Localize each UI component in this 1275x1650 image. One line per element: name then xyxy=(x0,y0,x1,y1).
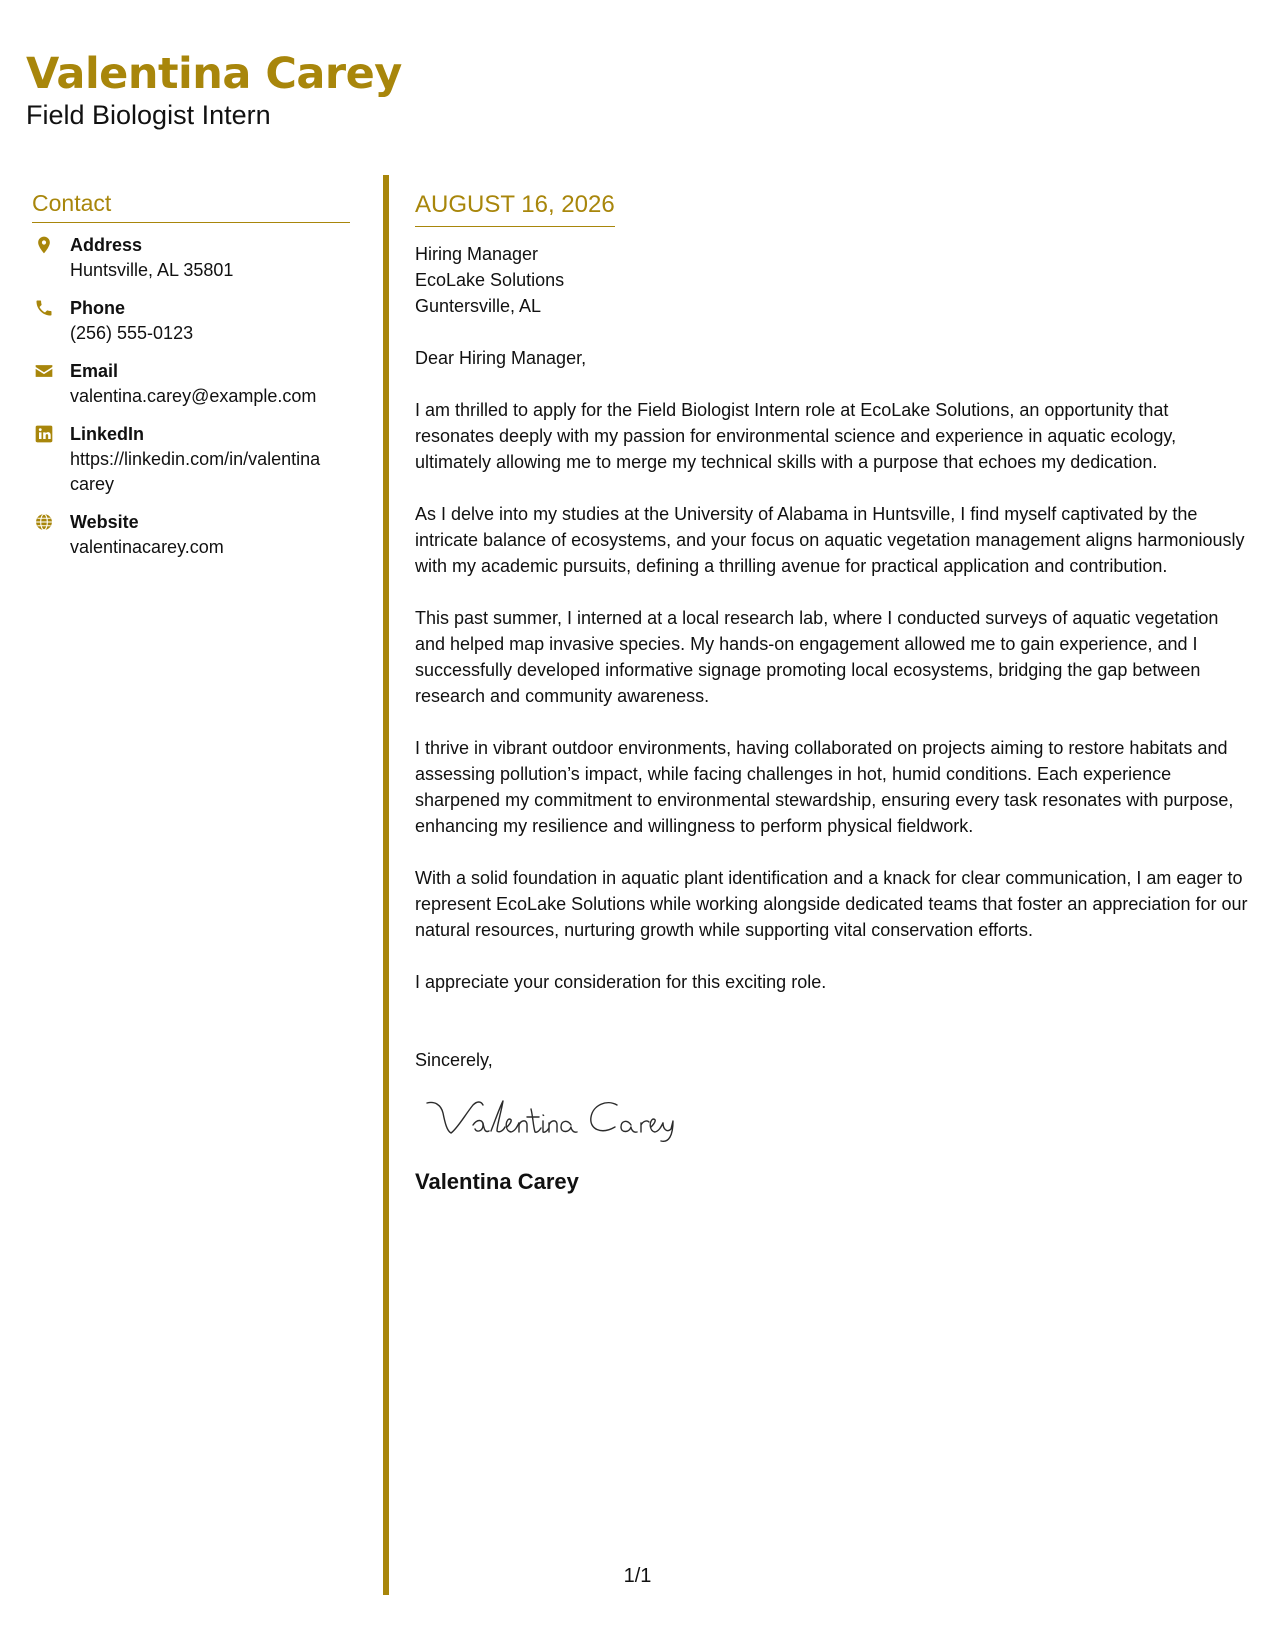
map-pin-icon xyxy=(34,235,54,255)
contact-heading: Contact xyxy=(32,188,350,223)
contact-label: Address xyxy=(70,235,143,255)
linkedin-icon xyxy=(34,424,54,444)
letter-date: AUGUST 16, 2026 xyxy=(415,190,615,227)
contact-value: valentinacarey.com xyxy=(70,537,224,557)
body-paragraph: I appreciate your consideration for this exciting role. xyxy=(415,972,827,992)
letter-header xyxy=(26,46,402,132)
letter-body xyxy=(415,190,1250,1196)
recipient-block xyxy=(415,241,1250,319)
contact-value: (256) 555-0123 xyxy=(70,323,194,343)
contact-item-phone xyxy=(32,296,350,346)
contact-item-email xyxy=(32,359,350,409)
page-number: 1/1 xyxy=(623,1565,652,1587)
handwritten-signature xyxy=(421,1091,681,1143)
closing: Sincerely, xyxy=(415,1050,493,1070)
contact-label: LinkedIn xyxy=(70,424,145,444)
applicant-name: Valentina Carey xyxy=(26,49,402,99)
recipient-line: Hiring Manager xyxy=(415,244,539,264)
body-paragraph: As I delve into my studies at the University of Alabama in Huntsville, I find myself captivated by the intricate balance of ecosystems, and your focus on aquatic vegetation management aligns harmoniously with my academic pursuits, defining a thrilling avenue for practical application and contribution. xyxy=(415,504,1245,576)
contact-sidebar xyxy=(32,188,350,573)
salutation: Dear Hiring Manager, xyxy=(415,348,587,368)
globe-icon xyxy=(34,512,54,532)
recipient-line: Guntersville, AL xyxy=(415,296,542,316)
signer-name: Valentina Carey xyxy=(415,1169,579,1194)
contact-list xyxy=(32,233,350,560)
contact-item-address xyxy=(32,233,350,283)
body-paragraph: I thrive in vibrant outdoor environments, having collaborated on projects aiming to restore habitats and assessing pollution’s impact, while facing challenges in hot, humid conditions. Each experience sharpened my commitment to environmental stewardship, ensuring every task resonates with purpose, enhancing my resilience and willingness to perform physical fieldwork. xyxy=(415,738,1234,836)
contact-value: Huntsville, AL 35801 xyxy=(70,260,234,280)
contact-item-linkedin xyxy=(32,422,350,497)
envelope-icon xyxy=(34,361,54,381)
contact-item-website xyxy=(32,510,350,560)
contact-value: https://linkedin.com/in/valentina carey xyxy=(70,449,321,494)
body-paragraph: I am thrilled to apply for the Field Biologist Intern role at EcoLake Solutions, an opportunity that resonates deeply with my passion for environmental science and experience in aquatic ecology, ultimately allowing me to merge my technical skills with a purpose that echoes my dedication. xyxy=(415,400,1177,472)
phone-icon xyxy=(34,298,54,318)
body-paragraph: With a solid foundation in aquatic plant identification and a knack for clear communication, I am eager to represent EcoLake Solutions while working alongside dedicated teams that foster an appreciation for our natural resources, nurturing growth while supporting vital conservation efforts. xyxy=(415,868,1248,940)
job-title: Field Biologist Intern xyxy=(26,100,271,130)
recipient-line: EcoLake Solutions xyxy=(415,270,565,290)
contact-label: Phone xyxy=(70,298,126,318)
contact-value: valentina.carey@example.com xyxy=(70,386,317,406)
body-paragraph: This past summer, I interned at a local research lab, where I conducted surveys of aquatic vegetation and helped map invasive species. My hands-on engagement allowed me to gain experience, and I successfully developed informative signage promoting local ecosystems, bridging the gap between research and community awareness. xyxy=(415,608,1219,706)
contact-label: Email xyxy=(70,361,119,381)
vertical-divider xyxy=(383,175,389,1595)
contact-label: Website xyxy=(70,512,139,532)
